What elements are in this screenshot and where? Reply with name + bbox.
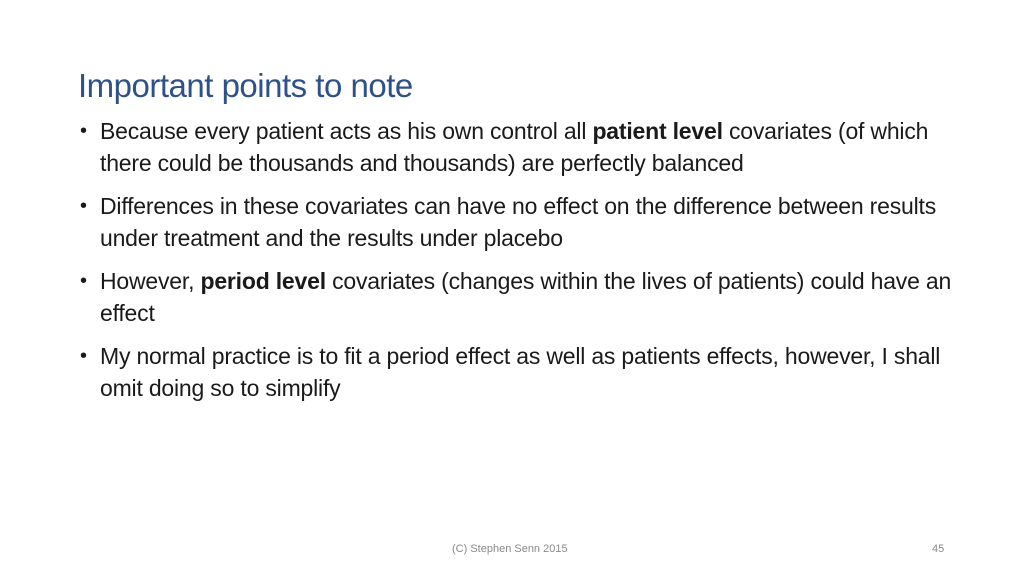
bullet-item xyxy=(78,265,968,329)
bullet-dot-icon: • xyxy=(80,345,87,367)
bullet-dot-icon: • xyxy=(80,120,87,142)
bullet-bold-text: patient level xyxy=(592,118,723,144)
bullet-text: Differences in these covariates can have no effect on the difference between results under treatment and the results under placebo xyxy=(100,193,937,251)
bullet-item xyxy=(78,115,968,179)
bullet-text: My normal practice is to fit a period effect as well as patients effects, however, I shall omit doing so to simplify xyxy=(100,343,941,401)
bullet-dot-icon: • xyxy=(80,195,87,217)
bullet-item xyxy=(78,340,968,404)
slide-footer: (C) Stephen Senn 2015 xyxy=(452,543,568,555)
bullet-item xyxy=(78,190,968,254)
slide-title: Important points to note xyxy=(78,67,413,104)
page-number: 45 xyxy=(932,543,945,555)
bullet-dot-icon: • xyxy=(80,270,87,292)
bullet-text: covariates (of which there could be thousands and thousands) are perfectly balanced xyxy=(100,118,929,176)
bullet-text: Because every patient acts as his own control all xyxy=(100,118,593,144)
bullet-list xyxy=(78,115,968,415)
bullet-bold-text: period level xyxy=(200,268,326,294)
bullet-text: However, xyxy=(100,268,201,294)
bullet-text: covariates (changes within the lives of patients) could have an effect xyxy=(100,268,952,326)
